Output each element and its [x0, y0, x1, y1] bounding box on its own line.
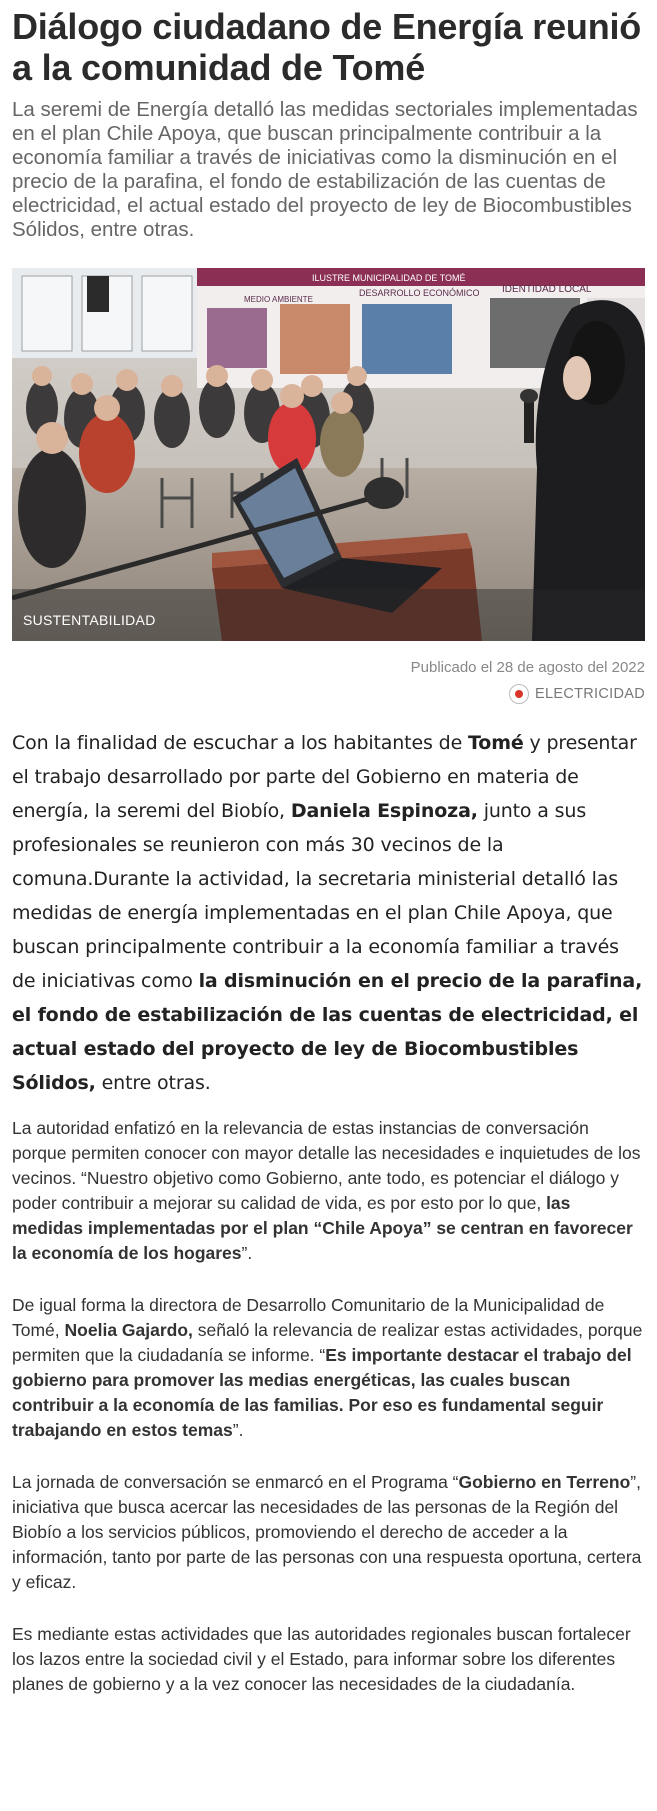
article-body [12, 1116, 645, 1697]
p1-text-1: La autoridad enfatizó en la relevancia de estas instancias de conversación porque permiten conocer con mayor detalle las necesidades e inquietudes de los vecinos. “Nuestro objetivo como Gobierno, ante todo, es potenciar el diálogo y poder contribuir a mejorar su calidad de vida, es por esto por lo que, [12, 1118, 641, 1213]
record-icon [509, 684, 529, 704]
article-title: Diálogo ciudadano de Energía reunió a la comunidad de Tomé [12, 6, 642, 88]
intro-bold-1: Tomé [468, 732, 524, 754]
p3-text-2: ”, iniciativa que busca acercar las necesidades de las personas de la Región del Biobío a los servicios públicos, promoviendo el derecho de acceder a la información, tanto por parte de las personas con una respuesta oportuna, certera y eficaz. [12, 1472, 642, 1592]
intro-bold-3: la disminución en el precio de la parafina, el fondo de estabilización de las cuentas de electricidad, el actual estado del proyecto de ley de Biocombustibles Sólidos, [12, 970, 643, 1094]
publish-date: Publicado el 28 de agosto del 2022 [410, 659, 645, 676]
p4-text-1: Es mediante estas actividades que las autoridades regionales buscan fortalecer los lazos entre la sociedad civil y el Estado, para informar sobre los diferentes planes de gobierno y a la vez conocer las necesidades de la ciudadanía. [12, 1624, 631, 1694]
intro-text-2: y presentar el trabajo desarrollado por parte del Gobierno en materia de energía, la seremi del Biobío, [12, 732, 637, 822]
p1-text-2: ”. [241, 1243, 253, 1263]
body-paragraph-2 [12, 1293, 645, 1443]
intro-bold-2: Daniela Espinoza, [290, 800, 478, 822]
body-paragraph-1 [12, 1116, 645, 1266]
body-paragraph-4 [12, 1622, 645, 1697]
p2-text-3: ”. [232, 1420, 244, 1440]
category-link[interactable] [509, 684, 645, 704]
banner-identidad: IDENTIDAD LOCAL [502, 284, 592, 295]
article-meta [12, 659, 645, 704]
banner-desarrollo: DESARROLLO ECONÓMICO [359, 288, 480, 298]
intro-text-1: Con la finalidad de escuchar a los habitantes de [12, 732, 468, 754]
p1-bold-1: las medidas implementadas por el plan “Chile Apoya” se centran en favorecer la economía de los hogares [12, 1193, 633, 1263]
intro-text-3: junto a sus profesionales se reunieron con más 30 vecinos de la comuna.Durante la actividad, la secretaria ministerial detalló las medidas de energía implementadas en el plan Chile Apoya, que buscan principalmente contribuir a la economía familiar a través de iniciativas como [12, 800, 619, 992]
category-label: ELECTRICIDAD [535, 686, 645, 702]
banner-title: ILUSTRE MUNICIPALIDAD DE TOMÉ [312, 273, 466, 283]
hero-photo [12, 268, 645, 641]
hero-image[interactable] [12, 268, 645, 641]
p2-bold-1: Noelia Gajardo, [64, 1320, 193, 1340]
article-lede: La seremi de Energía detalló las medidas sectoriales implementadas en el plan Chile Apoya, que buscan principalmente contribuir a la economía familiar a través de iniciativas como la disminución en el precio de la parafina, el fondo de estabilización de las cuentas de electricidad, el actual estado del proyecto de ley de Biocombustibles Sólidos, entre otras. [12, 98, 638, 241]
hero-badge [12, 589, 645, 641]
body-paragraph-3 [12, 1470, 645, 1595]
p3-text-1: La jornada de conversación se enmarcó en el Programa “ [12, 1472, 459, 1492]
banner-medio: MEDIO AMBIENTE [244, 295, 313, 304]
category-badge[interactable]: SUSTENTABILIDAD [23, 612, 156, 628]
p2-text-2: señaló la relevancia de realizar estas actividades, porque permiten que la ciudadanía se informe. “ [12, 1320, 643, 1365]
article-intro [12, 726, 645, 1100]
p2-bold-2: Es importante destacar el trabajo del gobierno para promover las medias energéticas, las cuales buscan contribuir a la economía de las familias. Por eso es fundamental seguir trabajando en estos temas [12, 1345, 632, 1440]
p3-bold-1: Gobierno en Terreno [458, 1472, 631, 1492]
p2-text-1: De igual forma la directora de Desarrollo Comunitario de la Municipalidad de Tomé, [12, 1295, 605, 1340]
intro-text-4: entre otras. [95, 1072, 211, 1094]
